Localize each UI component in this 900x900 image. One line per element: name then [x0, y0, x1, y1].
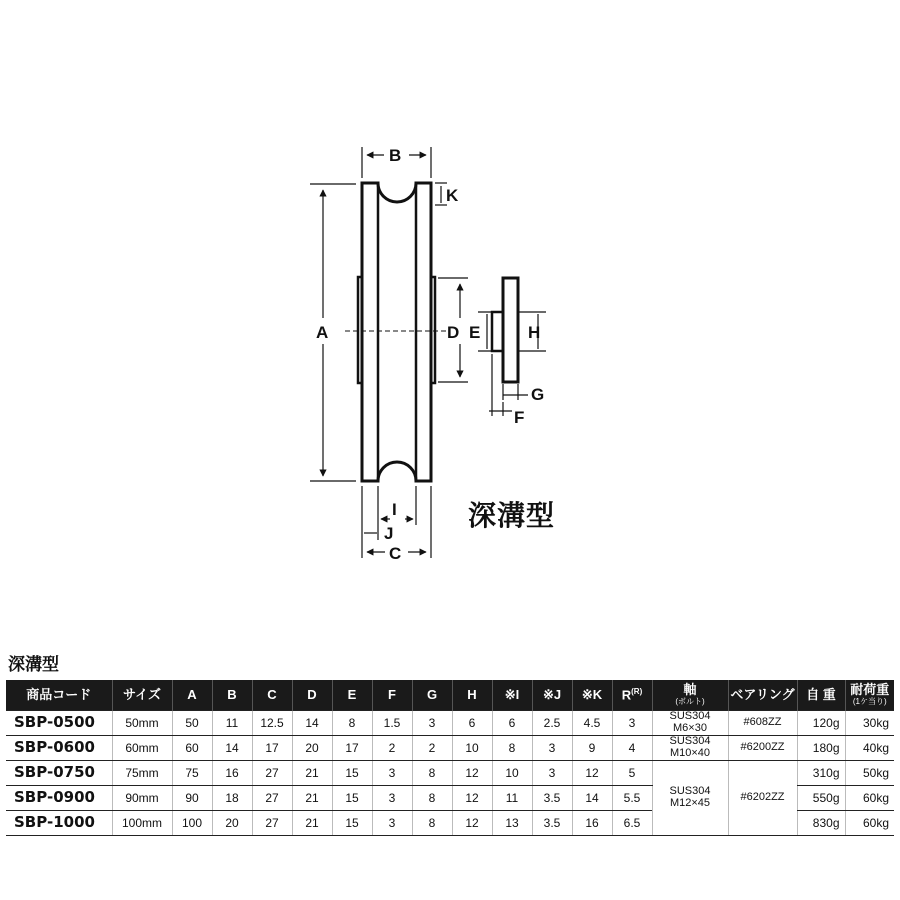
cell-c: 27 [252, 811, 292, 836]
cell-h: 12 [452, 811, 492, 836]
cell-h: 10 [452, 736, 492, 761]
cell-shaft [652, 736, 728, 761]
cell-b: 20 [212, 811, 252, 836]
header-load-label: 耐荷重 [850, 682, 890, 698]
cell-load: 60kg [845, 786, 894, 811]
cell-f: 1.5 [372, 711, 412, 736]
header-shaft-label: 軸 [683, 682, 697, 698]
cell-b: 11 [212, 711, 252, 736]
bearing-detail [492, 278, 518, 382]
cell-g: 8 [412, 761, 452, 786]
cell-i: 6 [492, 711, 532, 736]
cell-weight: 180g [797, 736, 845, 761]
header-j: ※J [532, 680, 572, 711]
label-k: K [446, 186, 459, 205]
label-a: A [316, 323, 329, 342]
header-load-sub: (1ケ当り) [852, 696, 887, 706]
label-b: B [389, 146, 402, 165]
table-row [6, 736, 894, 761]
cell-weight: 550g [797, 786, 845, 811]
header-e: E [332, 680, 372, 711]
cell-code: SBP-0750 [6, 761, 112, 786]
header-g: G [412, 680, 452, 711]
table-row [6, 711, 894, 736]
cell-e: 17 [332, 736, 372, 761]
cell-k: 12 [572, 761, 612, 786]
cell-size: 100mm [112, 811, 172, 836]
header-size: サイズ [112, 680, 172, 711]
cell-i: 13 [492, 811, 532, 836]
cell-j: 3.5 [532, 811, 572, 836]
cell-k: 9 [572, 736, 612, 761]
header-bearing: ベアリング [728, 680, 797, 711]
header-c: C [252, 680, 292, 711]
cell-k: 4.5 [572, 711, 612, 736]
cell-c: 27 [252, 761, 292, 786]
cell-j: 3.5 [532, 786, 572, 811]
cell-g: 8 [412, 786, 452, 811]
cell-c: 27 [252, 786, 292, 811]
cell-code: SBP-0500 [6, 711, 112, 736]
header-r-sup: (R) [631, 686, 643, 696]
cell-k: 16 [572, 811, 612, 836]
cell-i: 11 [492, 786, 532, 811]
cell-b: 14 [212, 736, 252, 761]
cell-r: 3 [612, 711, 652, 736]
cell-e: 15 [332, 761, 372, 786]
cell-d: 20 [292, 736, 332, 761]
header-b: B [212, 680, 252, 711]
header-k: ※K [572, 680, 612, 711]
cell-size: 75mm [112, 761, 172, 786]
cell-weight: 310g [797, 761, 845, 786]
label-g: G [531, 385, 545, 404]
cell-bearing: #6200ZZ [728, 736, 797, 761]
cell-r: 4 [612, 736, 652, 761]
cell-code: SBP-0900 [6, 786, 112, 811]
pulley-outline [345, 183, 450, 481]
cell-e: 15 [332, 786, 372, 811]
header-r [612, 680, 652, 711]
cell-a: 75 [172, 761, 212, 786]
cell-a: 50 [172, 711, 212, 736]
cell-shaft-material: SUS304 [669, 710, 711, 723]
cell-d: 14 [292, 711, 332, 736]
label-h: H [528, 323, 541, 342]
cell-shaft-merged [652, 761, 728, 836]
cell-i: 10 [492, 761, 532, 786]
cell-load: 30kg [845, 711, 894, 736]
cell-shaft-size: M10×40 [669, 747, 711, 759]
cell-d: 21 [292, 761, 332, 786]
cell-j: 2.5 [532, 711, 572, 736]
cell-h: 6 [452, 711, 492, 736]
cell-bearing: #608ZZ [728, 711, 797, 736]
cell-bearing-merged: #6202ZZ [728, 761, 797, 836]
label-i: I [392, 500, 397, 519]
cell-f: 3 [372, 786, 412, 811]
cell-d: 21 [292, 811, 332, 836]
cell-r: 5.5 [612, 786, 652, 811]
header-weight: 自 重 [797, 680, 845, 711]
cell-j: 3 [532, 761, 572, 786]
cell-load: 40kg [845, 736, 894, 761]
cell-a: 90 [172, 786, 212, 811]
cell-r: 5 [612, 761, 652, 786]
header-load [845, 680, 894, 711]
cell-code: SBP-1000 [6, 811, 112, 836]
header-i: ※I [492, 680, 532, 711]
table-row [6, 761, 894, 786]
cell-g: 2 [412, 736, 452, 761]
cell-b: 16 [212, 761, 252, 786]
header-code: 商品コード [6, 680, 112, 711]
cell-g: 8 [412, 811, 452, 836]
cell-a: 60 [172, 736, 212, 761]
cell-size: 90mm [112, 786, 172, 811]
cell-shaft-size: M12×45 [669, 797, 711, 809]
cell-shaft-material: SUS304 [669, 735, 711, 748]
cell-i: 8 [492, 736, 532, 761]
cell-f: 3 [372, 761, 412, 786]
cell-k: 14 [572, 786, 612, 811]
cell-f: 3 [372, 811, 412, 836]
cell-a: 100 [172, 811, 212, 836]
label-c: C [389, 544, 402, 563]
header-r-label: R [621, 687, 632, 703]
cell-shaft [652, 711, 728, 736]
cell-h: 12 [452, 786, 492, 811]
cell-code: SBP-0600 [6, 736, 112, 761]
label-d: D [447, 323, 460, 342]
cell-e: 8 [332, 711, 372, 736]
header-a: A [172, 680, 212, 711]
cell-load: 60kg [845, 811, 894, 836]
cell-weight: 120g [797, 711, 845, 736]
cell-shaft-material: SUS304 [669, 785, 711, 798]
label-f: F [514, 408, 525, 427]
header-d: D [292, 680, 332, 711]
diagram-caption: 深溝型 [468, 499, 556, 532]
cell-e: 15 [332, 811, 372, 836]
table-title: 深溝型 [8, 655, 59, 675]
cell-weight: 830g [797, 811, 845, 836]
cell-size: 50mm [112, 711, 172, 736]
cell-g: 3 [412, 711, 452, 736]
label-j: J [384, 524, 394, 543]
cell-j: 3 [532, 736, 572, 761]
cell-b: 18 [212, 786, 252, 811]
spec-table [6, 680, 894, 836]
table-header-row [6, 680, 894, 711]
cell-f: 2 [372, 736, 412, 761]
header-shaft-sub: (ボルト) [675, 696, 705, 706]
label-e: E [469, 323, 481, 342]
cell-load: 50kg [845, 761, 894, 786]
header-shaft [652, 680, 728, 711]
cell-h: 12 [452, 761, 492, 786]
cell-r: 6.5 [612, 811, 652, 836]
cell-size: 60mm [112, 736, 172, 761]
header-f: F [372, 680, 412, 711]
cell-c: 12.5 [252, 711, 292, 736]
cell-shaft-size: M6×30 [673, 722, 707, 734]
header-h: H [452, 680, 492, 711]
cell-c: 17 [252, 736, 292, 761]
cell-d: 21 [292, 786, 332, 811]
